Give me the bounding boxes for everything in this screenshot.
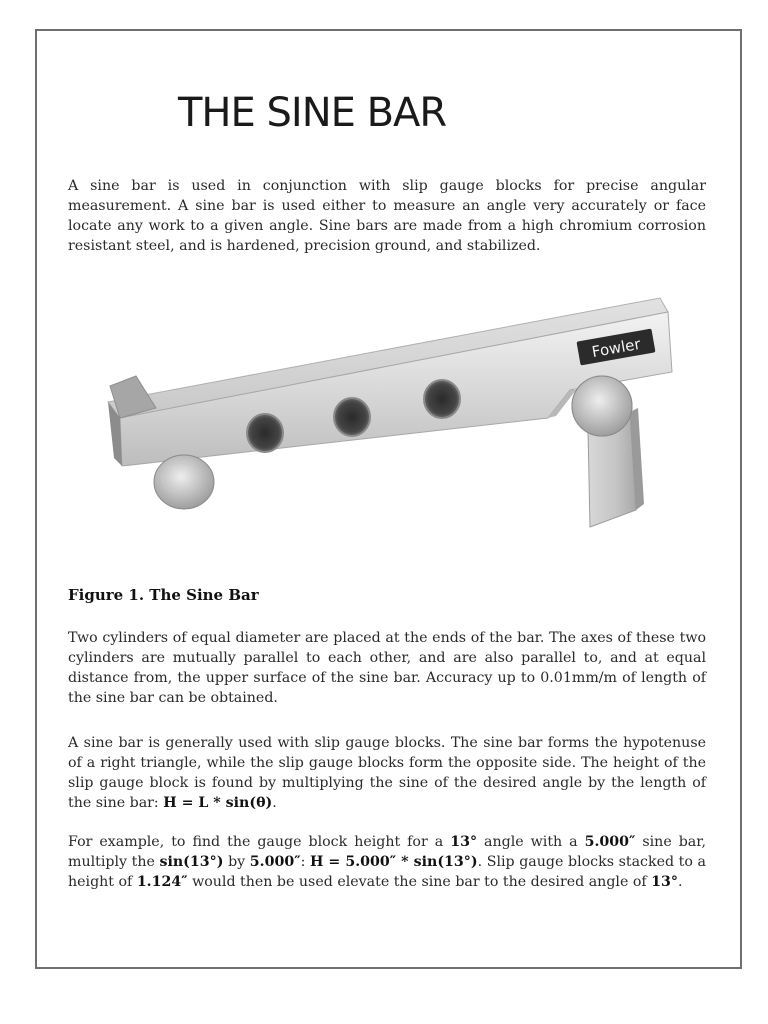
bar-hole-2 xyxy=(334,398,370,436)
example-bar-length-2: 5.000″ xyxy=(249,854,301,870)
example-bar-length: 5.000″ xyxy=(584,834,636,850)
example-formula: H = 5.000″ * sin(13°) xyxy=(309,854,478,870)
paragraph-cylinders: Two cylinders of equal diameter are placed at the ends of the bar. The axes of these two cylinders are mutually parallel to each other, and are also parallel to, and at equal distance from, the upper surface of the sine bar. Accuracy up to 0.01mm/m of length of the sine bar can be obtained. xyxy=(68,630,706,706)
page-title: THE SINE BAR xyxy=(178,90,447,136)
example-angle: 13° xyxy=(450,834,478,850)
example-text-5: : xyxy=(300,854,310,870)
example-text-8: . xyxy=(678,874,683,890)
example-text-4: by xyxy=(223,854,250,870)
example-text-3: sine bar, multiply the xyxy=(68,834,706,870)
example-angle-2: 13° xyxy=(651,874,678,890)
example-height: 1.124″ xyxy=(136,874,188,890)
example-text-6: . Slip gauge blocks stacked to a height of xyxy=(68,854,706,890)
paragraph-formula-end: . xyxy=(272,795,277,811)
example-text-1: For example, to find the gauge block height for a xyxy=(68,834,451,850)
right-roller-cylinder xyxy=(572,376,632,436)
figure-caption: Figure 1. The Sine Bar xyxy=(68,586,259,604)
left-roller-cylinder xyxy=(154,455,214,509)
paragraph-formula-text: A sine bar is generally used with slip gauge blocks. The sine bar forms the hypotenuse of a right triangle, while the slip gauge blocks form the opposite side. The height of the slip gauge block is found by multiplying the sine of the desired angle by the length of the sine bar: xyxy=(68,735,706,811)
bar-hole-1 xyxy=(247,414,283,452)
example-text-2: angle with a xyxy=(477,834,585,850)
paragraph-example xyxy=(68,832,706,892)
sine-bar-figure xyxy=(100,290,680,535)
formula: H = L * sin(θ) xyxy=(163,795,273,811)
bar-hole-3 xyxy=(424,380,460,418)
example-text-7: would then be used elevate the sine bar to the desired angle of xyxy=(187,874,652,890)
example-sine: sin(13°) xyxy=(159,854,224,870)
paragraph-formula xyxy=(68,733,706,813)
brand-label: Fowler xyxy=(590,334,642,362)
intro-paragraph: A sine bar is used in conjunction with slip gauge blocks for precise angular measurement. A sine bar is used either to measure an angle very accurately or face locate any work to a given angle. Sine bars are made from a high chromium corrosion resistant steel, and is hardened, precision ground, and stabilized. xyxy=(68,178,706,254)
